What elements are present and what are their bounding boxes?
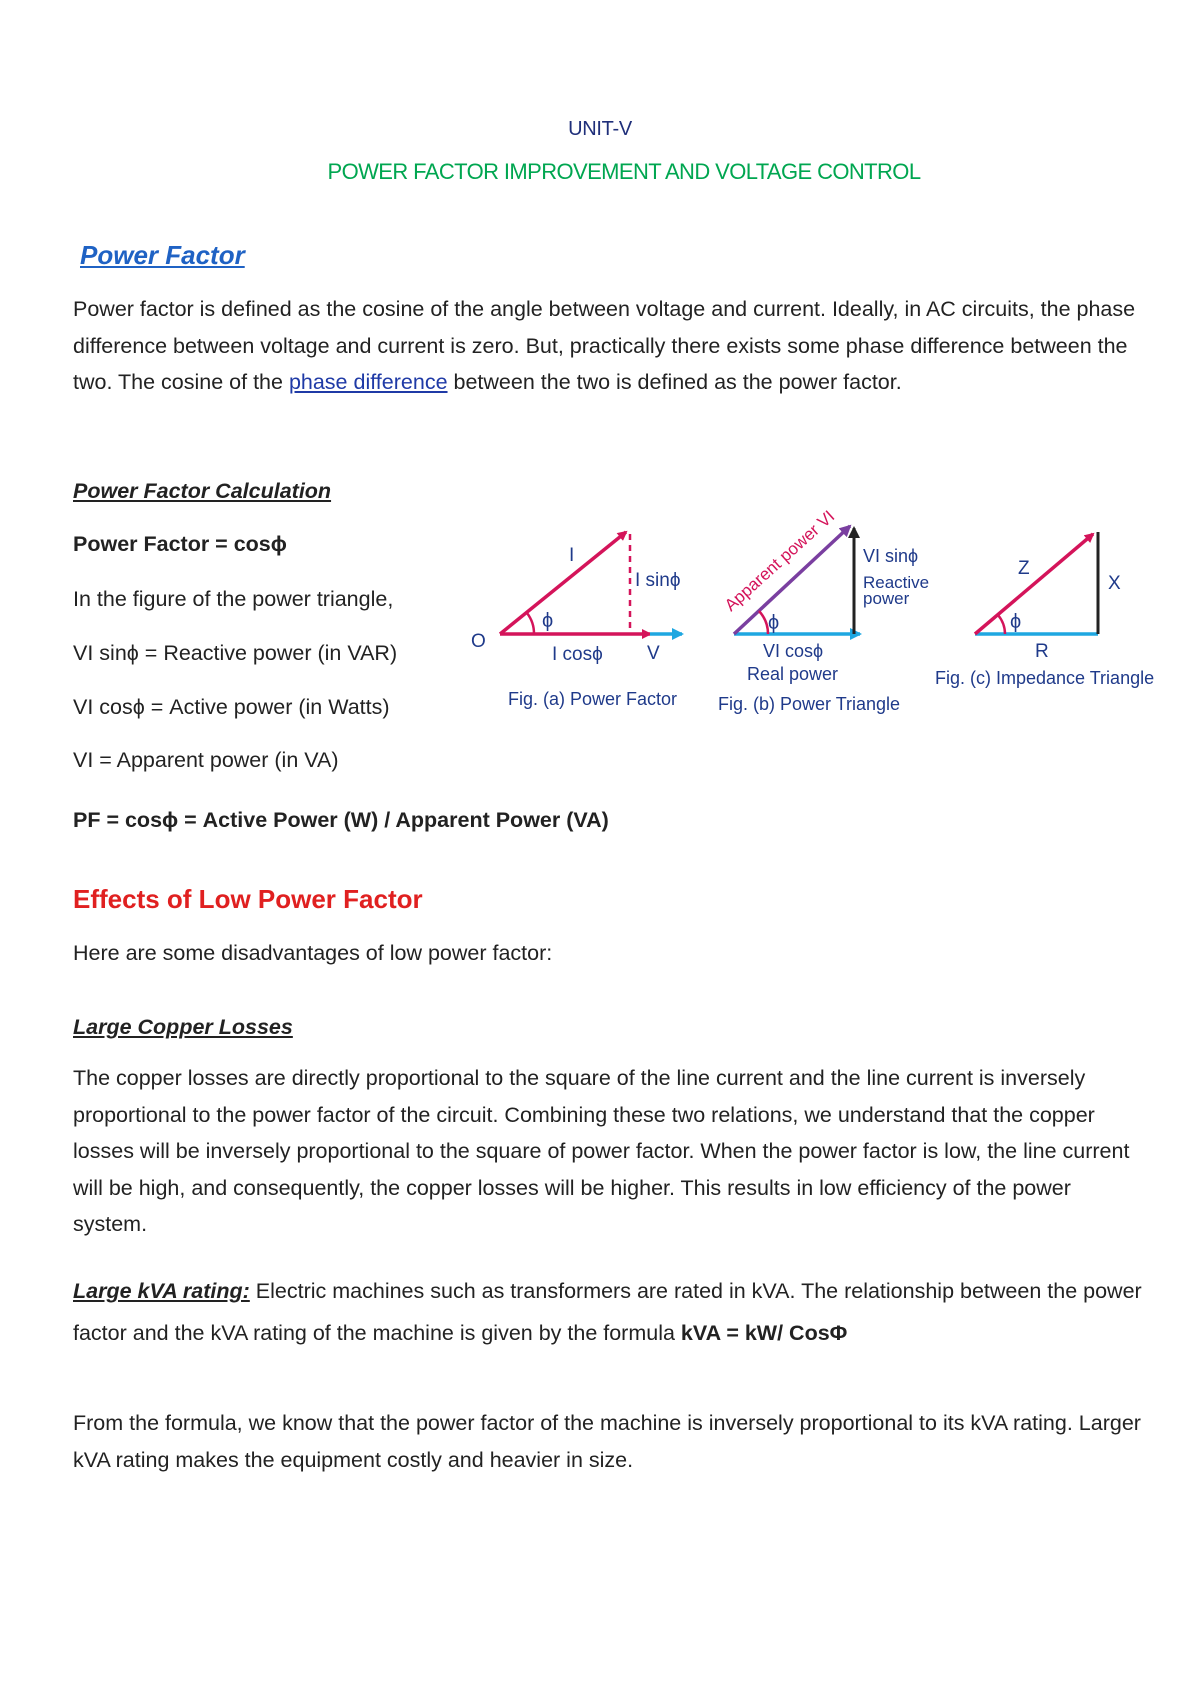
label-i: I — [569, 545, 575, 566]
active-power-line: VI cosϕ = Active power (in Watts) — [73, 695, 390, 719]
phi-arc-a — [527, 613, 534, 634]
apparent-power-line: VI = Apparent power (in VA) — [73, 748, 339, 772]
reactive-power-line: VI sinϕ = Reactive power (in VAR) — [73, 641, 398, 665]
definition-text-1: Power factor is defined as the cosine of the angle between voltage and current. Ideally, in AC circuits, the phase difference between voltage and current is zero. But, practically there exists some phase difference between the two. The cosine of the — [73, 297, 1136, 394]
label-real-power: Real power — [747, 664, 839, 684]
power-factor-definition — [73, 291, 1143, 401]
impedance-arrow — [975, 534, 1093, 634]
triangle-intro: In the figure of the power triangle, — [73, 587, 394, 611]
kva-explanation-paragraph: From the formula, we know that the power factor of the machine is inversely proportional to its kVA rating. Larger kVA rating makes the equipment costly and heavier in size. — [73, 1411, 1141, 1472]
caption-c: Fig. (c) Impedance Triangle — [935, 668, 1155, 688]
caption-b: Fig. (b) Power Triangle — [718, 694, 901, 714]
phi-arc-b — [759, 611, 768, 634]
calculation-heading: Power Factor Calculation — [73, 479, 332, 503]
kva-rating-heading: Large kVA rating: — [73, 1279, 250, 1303]
effects-heading: Effects of Low Power Factor — [73, 884, 423, 914]
pf-formula-basic: Power Factor = cosϕ — [73, 532, 287, 556]
definition-text-2: between the two is defined as the power factor. — [447, 370, 902, 394]
label-z: Z — [1018, 558, 1030, 579]
figure-c-impedance-triangle — [935, 532, 1154, 688]
copper-losses-paragraph: The copper losses are directly proportional to the square of the line current and the line current is inversely proportional to the power factor of the circuit. Combining these two relations, we understand that the copper losses will be inversely proportional to the square of power factor. When the power factor is low, the line current will be high, and consequently, the copper losses will be higher. This results in low efficiency of the power system. — [73, 1066, 1130, 1236]
label-phi-a: ϕ — [542, 610, 554, 632]
kva-rating-text: Electric machines such as transformers are rated in kVA. The relationship between the power factor and the kVA rating of the machine is given by the formula — [73, 1279, 1142, 1345]
power-triangle-figures — [471, 506, 1160, 742]
kva-rating-paragraph — [73, 1270, 1143, 1354]
label-reactive: Reactive — [863, 573, 930, 592]
document-title: POWER FACTOR IMPROVEMENT AND VOLTAGE CONTROL — [327, 159, 921, 184]
caption-a: Fig. (a) Power Factor — [508, 689, 678, 709]
effects-intro: Here are some disadvantages of low power factor: — [73, 941, 553, 965]
power-factor-heading: Power Factor — [80, 240, 245, 270]
phi-arc-c — [998, 615, 1005, 634]
unit-label: UNIT-V — [568, 118, 632, 140]
label-phi-c: ϕ — [1010, 611, 1022, 633]
label-o: O — [471, 631, 486, 652]
label-vi-cos: VI cosϕ — [763, 641, 824, 661]
label-x: X — [1108, 573, 1121, 594]
label-phi-b: ϕ — [768, 612, 780, 634]
label-r: R — [1035, 641, 1049, 662]
label-reactive-power: power — [863, 589, 910, 608]
label-vi-sin: VI sinϕ — [863, 546, 919, 566]
label-i-sin: I sinϕ — [635, 570, 681, 591]
label-apparent-power: Apparent power VI — [720, 506, 839, 615]
copper-losses-heading: Large Copper Losses — [73, 1015, 293, 1039]
figure-a-power-factor — [471, 532, 682, 709]
figure-b-power-triangle — [718, 507, 929, 714]
kva-formula: kVA = kW/ CosΦ — [680, 1321, 848, 1345]
phase-difference-link[interactable]: phase difference — [288, 370, 448, 394]
pf-ratio-formula: PF = cosϕ = Active Power (W) / Apparent Power (VA) — [73, 808, 609, 832]
label-v: V — [647, 643, 660, 664]
current-arrow — [500, 532, 626, 634]
label-i-cos: I cosϕ — [552, 644, 603, 665]
